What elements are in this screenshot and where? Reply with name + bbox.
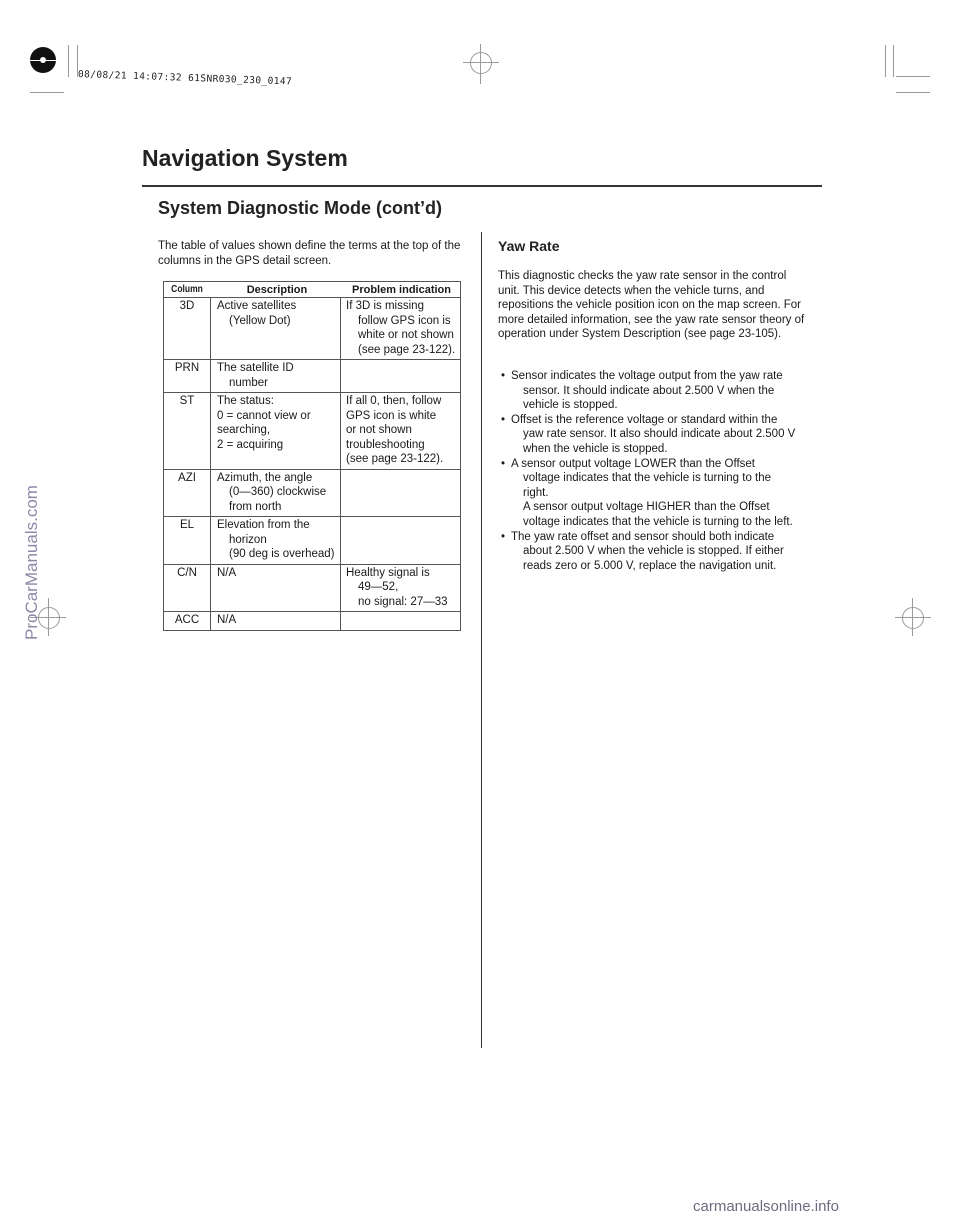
table-row — [164, 612, 460, 630]
cell-line: (Yellow Dot) — [229, 314, 291, 327]
cell-line: (see page 23-122). — [346, 453, 444, 465]
cell-line: 0 = cannot view or — [217, 409, 311, 422]
crop-line — [48, 598, 49, 636]
yaw-rate-paragraph: This diagnostic checks the yaw rate sensor in the control unit. This device detects when the vehicle turns, and repositions the vehicle position icon on the map screen. For more detailed information, see the yaw rate sensor theory of operation under System Description (see page 23-105). — [498, 270, 805, 341]
header-column: Column — [171, 284, 203, 295]
yaw-rate-heading: Yaw Rate — [498, 238, 560, 254]
cell-line: 2 = acquiring — [217, 438, 284, 451]
cell-line: (90 deg is overhead) — [229, 548, 335, 560]
cell-line: If 3D is missing — [346, 300, 424, 312]
page-title: Navigation System — [142, 145, 348, 171]
cell-line: N/A — [217, 614, 237, 626]
watermark-bottom[interactable]: carmanualsonline.info — [693, 1198, 839, 1215]
cell-line: searching, — [217, 424, 271, 436]
header-problem: Problem indication — [351, 284, 451, 296]
cell-column: C/N — [177, 566, 197, 579]
list-line: sensor. It should indicate about 2.500 V when the — [523, 384, 775, 397]
bullet-icon: • — [501, 413, 506, 426]
table-row — [164, 565, 460, 613]
list-item — [498, 457, 813, 530]
cell-description — [210, 612, 340, 630]
table-row — [164, 393, 460, 470]
cell-column: ACC — [174, 614, 200, 626]
crop-line — [895, 617, 931, 618]
crop-line — [480, 44, 481, 84]
cell-line: Azimuth, the angle — [217, 471, 313, 484]
cell-description — [210, 360, 340, 392]
crop-line — [896, 76, 930, 77]
cell-problem — [340, 298, 460, 359]
crop-line — [30, 60, 60, 61]
cell-problem — [340, 393, 460, 469]
list-line: when the vehicle is stopped. — [523, 442, 668, 455]
cell-line: 49—52, — [358, 581, 399, 593]
crop-line — [896, 92, 930, 93]
cell-description — [210, 470, 340, 517]
list-item — [498, 413, 813, 457]
cell-problem — [340, 360, 460, 392]
list-line: voltage indicates that the vehicle is turning to the — [523, 472, 772, 485]
list-line: Offset is the reference voltage or standard within the — [511, 413, 778, 426]
table-body — [164, 298, 460, 630]
cell-description — [210, 517, 340, 564]
cell-line: The satellite ID — [217, 362, 294, 374]
cell-line: horizon — [229, 533, 267, 546]
cell-problem — [340, 517, 460, 564]
list-item — [498, 530, 813, 574]
bullet-icon: • — [501, 457, 506, 470]
cell-line: The status: — [217, 395, 274, 407]
cell-line: white or not shown — [358, 329, 454, 341]
cell-line: Healthy signal is — [346, 566, 430, 579]
list-line: A sensor output voltage HIGHER than the Offset — [523, 501, 770, 514]
list-line: vehicle is stopped. — [523, 399, 618, 412]
list-line: voltage indicates that the vehicle is turning to the left. — [523, 515, 793, 528]
cell-line: or not shown — [346, 424, 412, 436]
cell-line: no signal: 27—33 — [358, 595, 448, 608]
crop-line — [463, 62, 499, 63]
cell-line: GPS icon is white — [346, 409, 437, 422]
cell-line: number — [229, 376, 268, 389]
cell-line: (0—360) clockwise — [229, 486, 327, 498]
list-line: The yaw rate offset and sensor should both indicate — [511, 530, 775, 543]
cell-problem — [340, 565, 460, 612]
list-line: about 2.500 V when the vehicle is stopped. If either — [523, 545, 784, 558]
section-title: System Diagnostic Mode (cont’d) — [158, 198, 443, 218]
table-row — [164, 360, 460, 393]
cell-line: (see page 23-122). — [358, 343, 456, 356]
table-header — [164, 282, 460, 298]
list-item — [498, 369, 813, 413]
title-rule — [142, 185, 822, 187]
cell-description — [210, 393, 340, 469]
bullet-icon: • — [501, 370, 506, 382]
cell-line: Active satellites — [217, 300, 297, 312]
intro-text: The table of values shown define the terms at the top of the columns in the GPS detail screen. — [158, 240, 461, 267]
cell-line: follow GPS icon is — [358, 314, 451, 327]
crop-line — [912, 598, 913, 636]
watermark-left[interactable]: ProCarManuals.com — [22, 485, 41, 640]
list-line: yaw rate sensor. It also should indicate about 2.500 V — [523, 428, 796, 441]
gps-terms-table — [163, 281, 461, 631]
cell-column: AZI — [178, 471, 196, 484]
registration-crosshair-right — [902, 607, 924, 629]
cell-description — [210, 298, 340, 359]
list-line: right. — [523, 486, 549, 499]
cell-problem — [340, 612, 460, 630]
table-row — [164, 470, 460, 518]
crop-line — [30, 92, 64, 93]
list-line: Sensor indicates the voltage output from the yaw rate — [511, 370, 783, 382]
cell-column: 3D — [179, 300, 195, 312]
header-description: Description — [246, 284, 308, 296]
cell-line: from north — [229, 500, 282, 513]
column-divider — [481, 232, 482, 1048]
cell-line: Elevation from the — [217, 519, 310, 531]
table-row — [164, 517, 460, 565]
cell-column: ST — [179, 395, 195, 407]
cell-line: If all 0, then, follow — [346, 395, 442, 407]
print-stamp: 08/08/21 14:07:32 61SNR030_230_0147 — [77, 69, 293, 88]
registration-crosshair-top — [470, 52, 492, 74]
bullet-icon: • — [501, 530, 506, 543]
cell-column: PRN — [174, 362, 200, 374]
yaw-rate-bullets — [498, 369, 813, 573]
cell-line: troubleshooting — [346, 438, 425, 451]
crop-line — [893, 45, 894, 77]
cell-line: N/A — [217, 566, 237, 579]
crop-line — [68, 45, 69, 77]
list-line: reads zero or 5.000 V, replace the navigation unit. — [523, 559, 777, 572]
cell-problem — [340, 470, 460, 517]
cell-description — [210, 565, 340, 612]
list-line: A sensor output voltage LOWER than the Offset — [511, 457, 755, 470]
table-row — [164, 298, 460, 360]
crop-line — [885, 45, 886, 77]
cell-column: EL — [179, 519, 195, 531]
